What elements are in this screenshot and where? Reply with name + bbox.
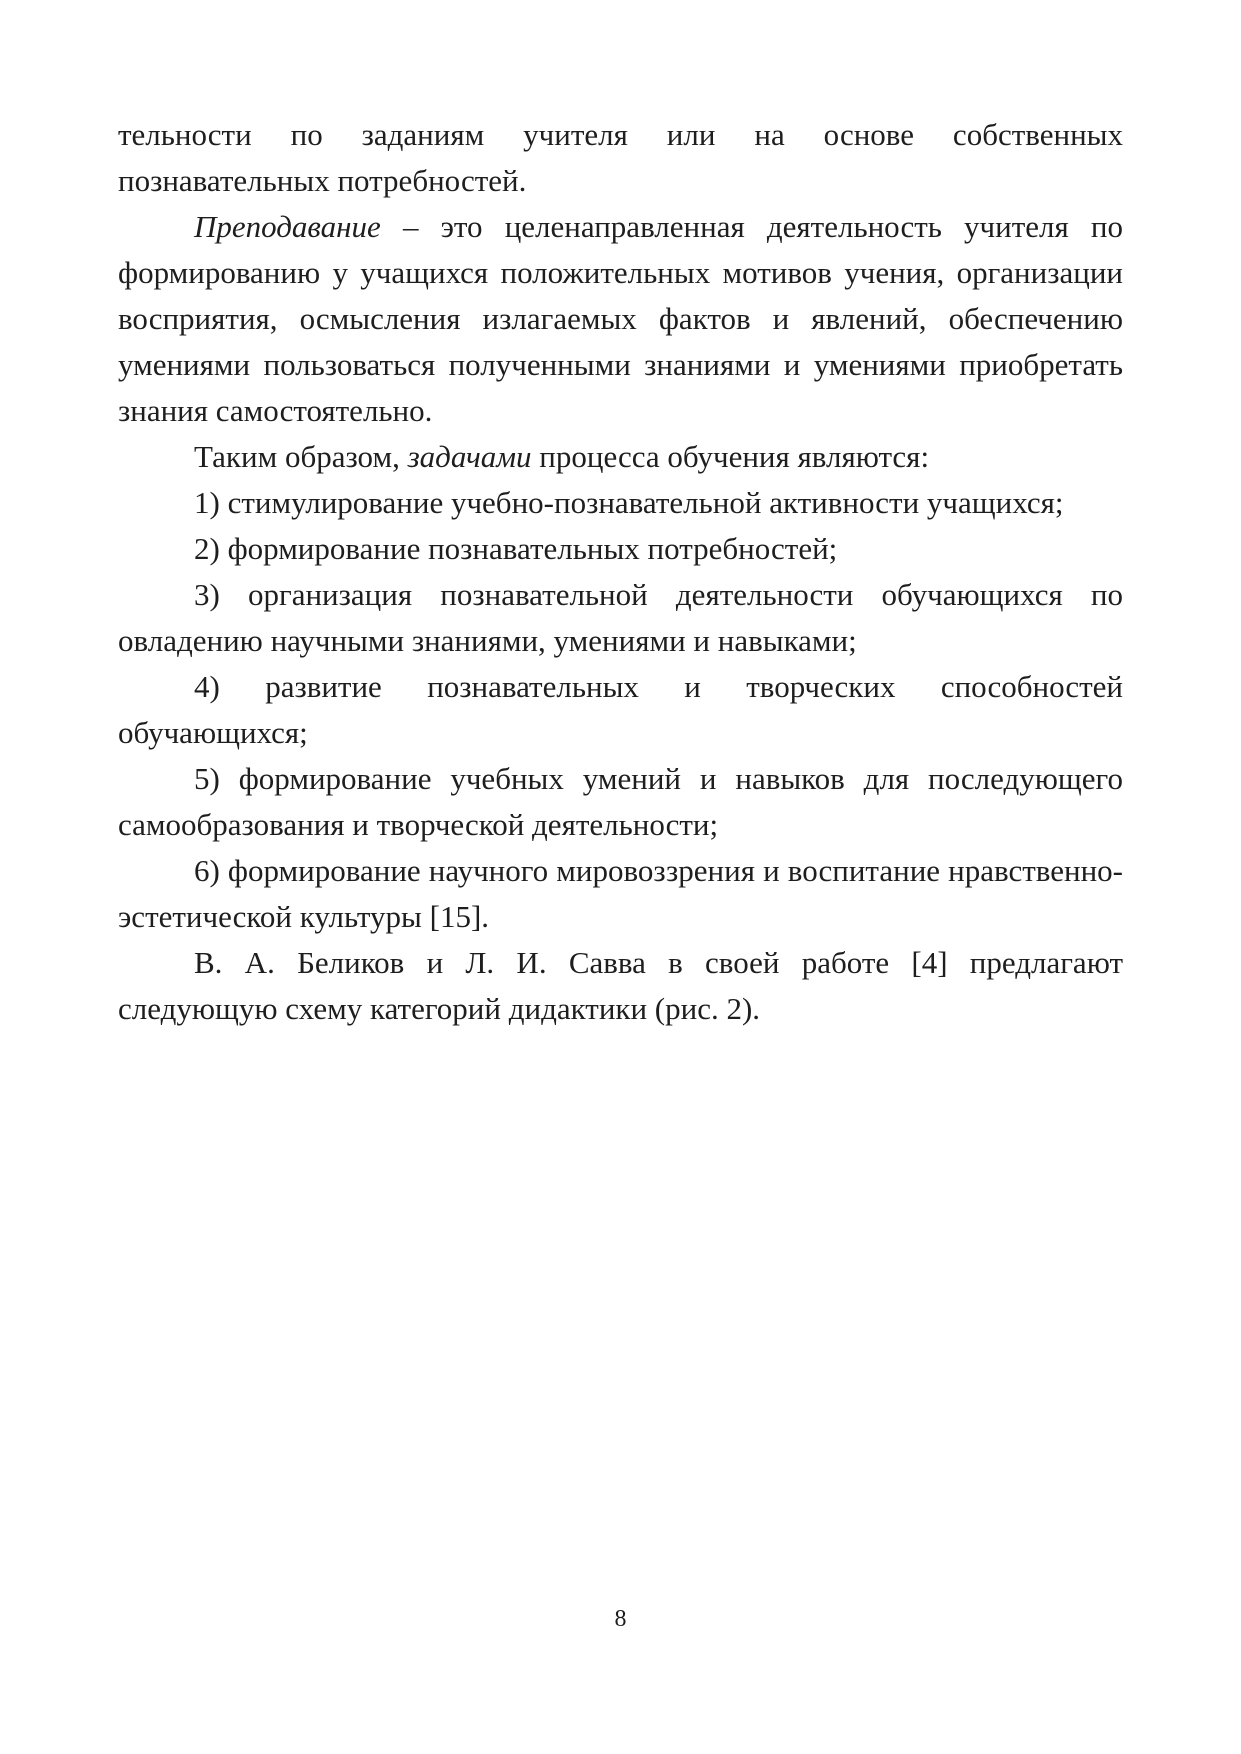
teaching-definition-text: – это целенаправленная деятельность учителя по формированию у учащихся положительных мотивов учения, организации восприятия, осмысления излагаемых фактов и явлений, обеспечению умениями пользоваться полученными знаниями и умениями приобретать знания самостоятельно. <box>118 209 1123 428</box>
list-item-task-3: 3) организация познавательной деятельности обучающихся по овладению научными знаниями, умениями и навыками; <box>118 577 1123 658</box>
page-number: 8 <box>614 1606 627 1632</box>
list-item-task-4: 4) развитие познавательных и творческих способностей обучающихся; <box>118 669 1123 750</box>
term-teaching: Преподавание <box>194 209 381 244</box>
paragraph-closing: В. А. Беликов и Л. И. Савва в своей работе [4] предлагают следующую схему категорий дидактики (рис. 2). <box>118 945 1123 1026</box>
tasks-intro-before: Таким образом, <box>194 439 408 474</box>
paragraph-teaching-definition <box>118 204 1123 434</box>
term-tasks: задачами <box>407 439 532 474</box>
list-item-task-6: 6) формирование научного мировоззрения и воспитание нравственно-эстетической культуры [15]. <box>118 853 1123 934</box>
list-item-task-2: 2) формирование познавательных потребностей; <box>194 531 838 566</box>
paragraph-tasks-intro <box>118 434 1123 480</box>
tasks-intro-after: процесса обучения являются: <box>531 439 930 474</box>
paragraph-continuation: тельности по заданиям учителя или на основе собственных познавательных потребностей. <box>118 117 1123 198</box>
page-body <box>118 112 1123 1032</box>
list-item-task-1: 1) стимулирование учебно-познавательной активности учащихся; <box>194 485 1064 520</box>
list-item-task-5: 5) формирование учебных умений и навыков для последующего самообразования и творческой деятельности; <box>118 761 1123 842</box>
